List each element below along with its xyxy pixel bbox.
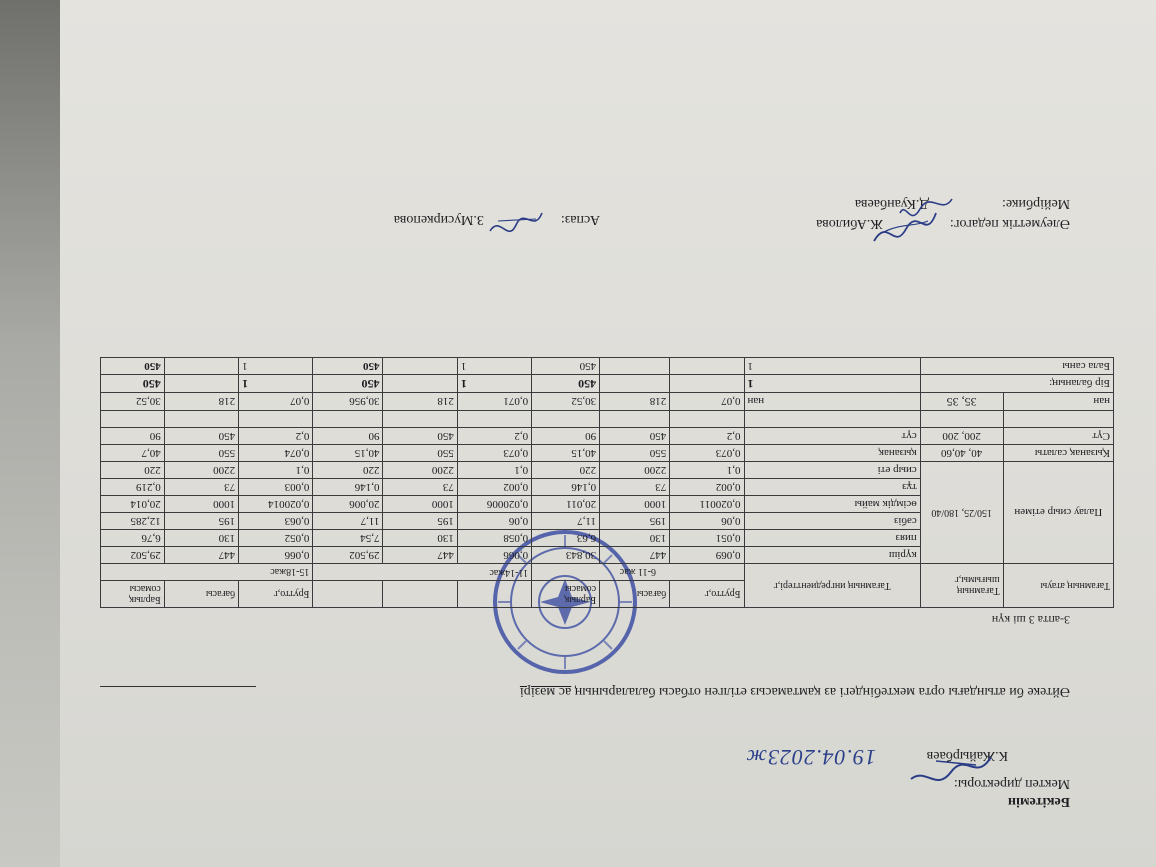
nurse-signature-icon: [896, 189, 956, 219]
brutto-6-11: 0,07: [670, 393, 744, 411]
header-price: бағасы: [600, 581, 670, 608]
empty-cell: [457, 411, 531, 428]
empty-cell: [600, 358, 670, 375]
price-11-14: 73: [383, 479, 457, 496]
empty-cell: [164, 411, 238, 428]
age-group-15-18: 15-18жас: [101, 564, 313, 581]
empty-cell: [744, 411, 920, 428]
price-11-14: 195: [383, 513, 457, 530]
brutto-11-14: 0,066: [457, 547, 531, 564]
nurse-name: Д.Куанбаева: [854, 196, 929, 211]
ingredient-cell: сүт: [744, 428, 920, 445]
total-15-18: 30,52: [101, 393, 165, 411]
empty-cell: [164, 358, 238, 375]
table-row: [101, 393, 1114, 411]
header-total-2: Барлық сомасы: [101, 581, 165, 608]
brutto-6-11: 0,002: [670, 479, 744, 496]
price-15-18: 447: [164, 547, 238, 564]
empty-cell: [101, 411, 165, 428]
empty-cell: [383, 375, 457, 393]
brutto-15-18: 0,1: [239, 462, 313, 479]
teacher-label: Әлеуметтік педагог:: [949, 216, 1070, 231]
header-empty-3: [313, 581, 383, 608]
age-group-6-11: 6-11 жас: [532, 564, 744, 581]
document-title: [520, 683, 1070, 699]
price-11-14: 1000: [383, 496, 457, 513]
price-6-11: 2200: [600, 462, 670, 479]
brutto-6-11: 0,2: [670, 428, 744, 445]
total-6-11: 20,011: [532, 496, 600, 513]
cost-value-6-11: 450: [532, 375, 600, 393]
brutto-15-18: 0,066: [239, 547, 313, 564]
approval-director-name: К.Жайырбаев: [926, 748, 1008, 763]
dish-cell-palau: Палау сиыр етімен: [1003, 462, 1113, 564]
price-11-14: 550: [383, 445, 457, 462]
age-group-11-14: 11-14жас: [313, 564, 532, 581]
total-11-14: 11,7: [313, 513, 383, 530]
cost-per-child-row: [101, 375, 1114, 393]
price-6-11: 218: [600, 393, 670, 411]
price-15-18: 550: [164, 445, 238, 462]
header-ingredients: Тағамның ингредиенттері,г: [744, 564, 920, 608]
empty-cell: [239, 411, 313, 428]
approval-position: Мектеп директоры:: [953, 776, 1070, 791]
brutto-11-14: 0,1: [457, 462, 531, 479]
price-6-11: 447: [600, 547, 670, 564]
nurse-label: Мейірбике:: [1001, 196, 1070, 211]
header-portion: Тағамның шығымы,г: [920, 564, 1003, 608]
cook-signature-icon: [486, 203, 546, 239]
cook-label: Аспаз:: [560, 212, 600, 227]
price-6-11: 550: [600, 445, 670, 462]
price-11-14: 450: [383, 428, 457, 445]
price-15-18: 73: [164, 479, 238, 496]
total-6-11: 30,843: [532, 547, 600, 564]
total-11-14: 0,146: [313, 479, 383, 496]
table-row: [101, 445, 1114, 462]
price-6-11: 1000: [600, 496, 670, 513]
ingredient-cell: сәбіз: [744, 513, 920, 530]
dish-cell-salad: Қызанақ салаты: [1003, 445, 1113, 462]
brutto-15-18: 0,052: [239, 530, 313, 547]
empty-cell: [920, 411, 1003, 428]
cost-count-15-18: 1: [239, 375, 313, 393]
total-15-18: 90: [101, 428, 165, 445]
ingredient-cell: пияз: [744, 530, 920, 547]
price-6-11: 130: [600, 530, 670, 547]
brutto-6-11: 0,1: [670, 462, 744, 479]
brutto-6-11: 0,073: [670, 445, 744, 462]
total-11-14: 30,956: [313, 393, 383, 411]
price-6-11: 450: [600, 428, 670, 445]
count-11-14: 1: [457, 358, 531, 375]
portion-cell-bread: 35, 35: [920, 393, 1003, 411]
price-15-18: 130: [164, 530, 238, 547]
week-day-line: 3-апта 3 ші күн: [991, 613, 1070, 627]
empty-cell: [164, 375, 238, 393]
table-row-empty: [101, 411, 1114, 428]
count-value-15-18: 450: [101, 358, 165, 375]
brutto-15-18: 0,020014: [239, 496, 313, 513]
total-15-18: 29,502: [101, 547, 165, 564]
total-6-11: 30,52: [532, 393, 600, 411]
portion-cell-palau: 150/25, 180/40: [920, 462, 1003, 564]
total-6-11: 40,15: [532, 445, 600, 462]
total-11-14: 29,502: [313, 547, 383, 564]
table-row: [101, 547, 1114, 564]
table-row: [101, 428, 1114, 445]
empty-cell: [600, 375, 670, 393]
header-total: Барлық сомасы: [532, 581, 600, 608]
cost-count-6-11: 1: [744, 375, 920, 393]
count-label: Бала саны: [920, 358, 1113, 375]
empty-cell: [383, 411, 457, 428]
total-15-18: 6,76: [101, 530, 165, 547]
empty-cell: [313, 411, 383, 428]
portion-cell-milk: 200, 200: [920, 428, 1003, 445]
ingredient-cell: сиыр еті: [744, 462, 920, 479]
brutto-15-18: 0,063: [239, 513, 313, 530]
header-dish: Тағамның атауы: [1003, 564, 1113, 608]
brutto-11-14: 0,002: [457, 479, 531, 496]
total-11-14: 20,006: [313, 496, 383, 513]
brutto-15-18: 0,074: [239, 445, 313, 462]
brutto-11-14: 0,020006: [457, 496, 531, 513]
empty-cell: [600, 411, 670, 428]
portion-cell-salad: 40, 40,60: [920, 445, 1003, 462]
cost-count-11-14: 1: [457, 375, 531, 393]
ingredient-cell: қызанақ: [744, 445, 920, 462]
ingredient-cell: күріш: [744, 547, 920, 564]
price-6-11: 73: [600, 479, 670, 496]
brutto-11-14: 0,058: [457, 530, 531, 547]
total-6-11: 11,7: [532, 513, 600, 530]
price-6-11: 195: [600, 513, 670, 530]
price-15-18: 1000: [164, 496, 238, 513]
total-6-11: 6,63: [532, 530, 600, 547]
title-blank-line: [100, 686, 256, 705]
director-signature-icon: [906, 747, 996, 787]
header-empty-2: [383, 581, 457, 608]
total-15-18: 220: [101, 462, 165, 479]
brutto-11-14: 0,073: [457, 445, 531, 462]
approval-title: Бекітемін: [1007, 794, 1070, 809]
header-empty-1: [457, 581, 531, 608]
total-6-11: 90: [532, 428, 600, 445]
table-header-row: [101, 581, 1114, 608]
total-11-14: 40,15: [313, 445, 383, 462]
count-6-11: 1: [744, 358, 920, 375]
price-11-14: 218: [383, 393, 457, 411]
brutto-15-18: 0,003: [239, 479, 313, 496]
price-15-18: 195: [164, 513, 238, 530]
total-11-14: 90: [313, 428, 383, 445]
cost-value-11-14: 450: [313, 375, 383, 393]
document-sheet: [60, 0, 1156, 867]
brutto-6-11: 0,020011: [670, 496, 744, 513]
empty-cell: [383, 358, 457, 375]
cook-name: З.Мусиркепова: [393, 212, 484, 227]
ingredient-cell: өсімдік майы: [744, 496, 920, 513]
empty-cell: [670, 411, 744, 428]
brutto-11-14: 0,071: [457, 393, 531, 411]
header-brutto: Брутто,г: [670, 581, 744, 608]
document-title-tail: ас мәзірі: [519, 684, 572, 699]
total-15-18: 12,285: [101, 513, 165, 530]
total-15-18: 20,014: [101, 496, 165, 513]
header-brutto-2: Брутто,г: [239, 581, 313, 608]
total-11-14: 7,54: [313, 530, 383, 547]
empty-cell: [670, 358, 744, 375]
empty-cell: [532, 411, 600, 428]
total-15-18: 0,219: [101, 479, 165, 496]
ingredient-cell: нан: [744, 393, 920, 411]
count-value-6-11: 450: [532, 358, 600, 375]
total-6-11: 0,146: [532, 479, 600, 496]
brutto-6-11: 0,051: [670, 530, 744, 547]
brutto-15-18: 0,07: [239, 393, 313, 411]
brutto-11-14: 0,06: [457, 513, 531, 530]
brutto-15-18: 0,2: [239, 428, 313, 445]
dish-cell-milk: Сүт: [1003, 428, 1113, 445]
price-11-14: 2200: [383, 462, 457, 479]
count-15-18: 1: [239, 358, 313, 375]
empty-cell: [670, 375, 744, 393]
empty-cell: [1003, 411, 1113, 428]
total-15-18: 40,7: [101, 445, 165, 462]
total-6-11: 220: [532, 462, 600, 479]
cost-label: Бір баланың:: [920, 375, 1113, 393]
dish-cell-bread: нан: [1003, 393, 1113, 411]
price-15-18: 2200: [164, 462, 238, 479]
header-price-2: бағасы: [164, 581, 238, 608]
teacher-name: Ж.Абилова: [816, 216, 883, 231]
document-title-text: Әйтеке би атындағы орта мектебіндегі аз қамтамасыз етілген отбасы балаларының: [574, 684, 1070, 699]
brutto-11-14: 0,2: [457, 428, 531, 445]
brutto-6-11: 0,06: [670, 513, 744, 530]
price-11-14: 447: [383, 547, 457, 564]
menu-table: [100, 357, 1114, 608]
price-15-18: 218: [164, 393, 238, 411]
cost-value-15-18: 450: [101, 375, 165, 393]
total-11-14: 220: [313, 462, 383, 479]
count-value-11-14: 450: [313, 358, 383, 375]
price-11-14: 130: [383, 530, 457, 547]
approval-date: 19.04.2023ж: [745, 745, 876, 770]
brutto-6-11: 0,069: [670, 547, 744, 564]
child-count-row: [101, 358, 1114, 375]
ingredient-cell: тұз: [744, 479, 920, 496]
price-15-18: 450: [164, 428, 238, 445]
